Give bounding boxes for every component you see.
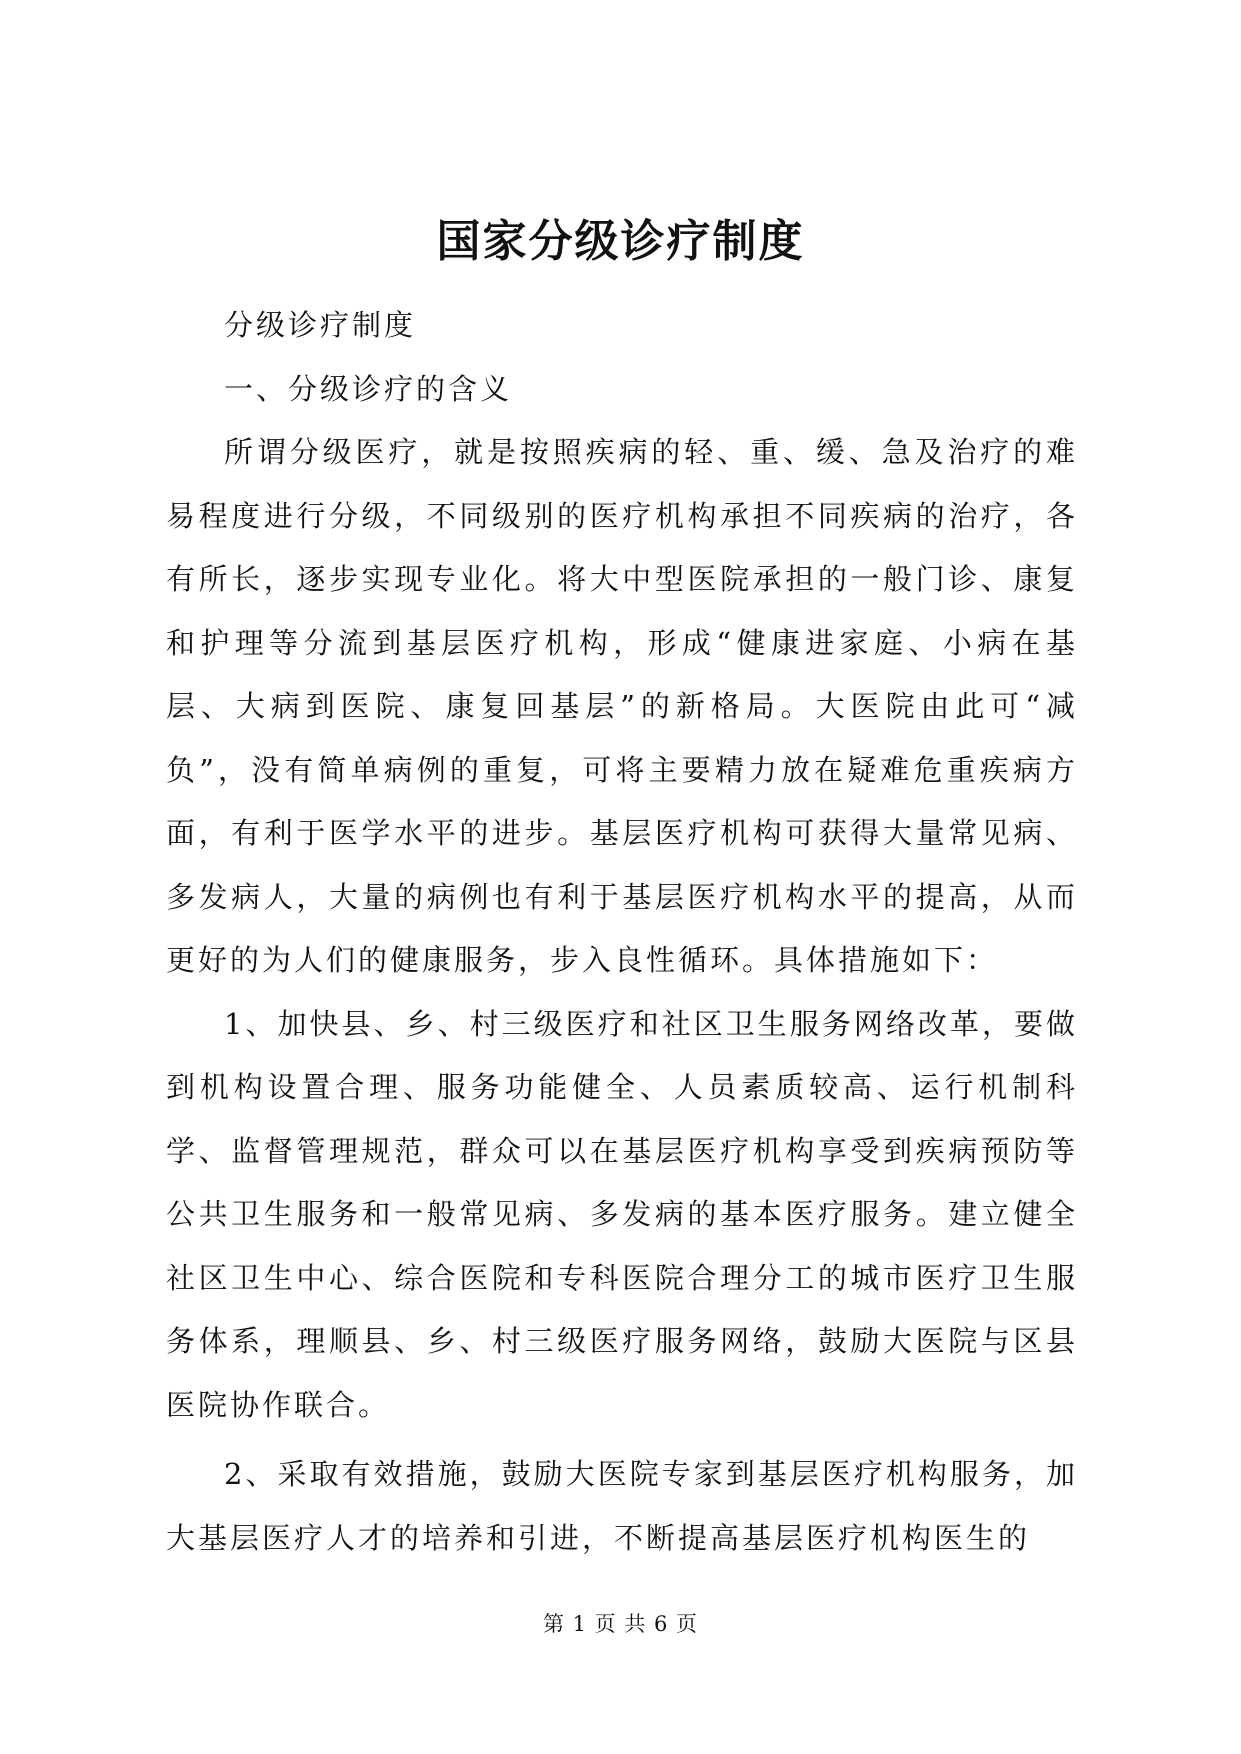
paragraph-measure-2: 2、采取有效措施，鼓励大医院专家到基层医疗机构服务，加大基层医疗人才的培养和引进，不断提高基层医疗机构医生的 xyxy=(166,1457,1078,1555)
paragraph-subtitle: 分级诊疗制度 xyxy=(224,308,417,342)
paragraph-section-heading: 一、分级诊疗的含义 xyxy=(224,371,513,406)
document-body xyxy=(166,294,1078,1570)
document-title: 国家分级诊疗制度 xyxy=(436,216,805,267)
paragraph-measure-1: 1、加快县、乡、村三级医疗和社区卫生服务网络改革，要做到机构设置合理、服务功能健全、人员素质较高、运行机制科学、监督管理规范，群众可以在基层医疗机构享受到疾病预防等公共卫生服务和一般常见病、多发病的基本医疗服务。建立健全社区卫生中心、综合医院和专科医院合理分工的城市医疗卫生服务体系，理顺县、乡、村三级医疗服务网络，鼓励大医院与区县医院协作联合。 xyxy=(166,1006,1078,1422)
paragraph-definition: 所谓分级医疗，就是按照疾病的轻、重、缓、急及治疗的难易程度进行分级，不同级别的医疗机构承担不同疾病的治疗，各有所长，逐步实现专业化。将大中型医院承担的一般门诊、康复和护理等分流到基层医疗机构，形成“健康进家庭、小病在基层、大病到医院、康复回基层”的新格局。大医院由此可“减负”，没有简单病例的重复，可将主要精力放在疑难危重疾病方面，有利于医学水平的进步。基层医疗机构可获得大量常见病、多发病人，大量的病例也有利于基层医疗机构水平的提高，从而更好的为人们的健康服务，步入良性循环。具体措施如下： xyxy=(166,435,1078,977)
page-number-footer: 第 1 页 共 6 页 xyxy=(542,1612,699,1636)
